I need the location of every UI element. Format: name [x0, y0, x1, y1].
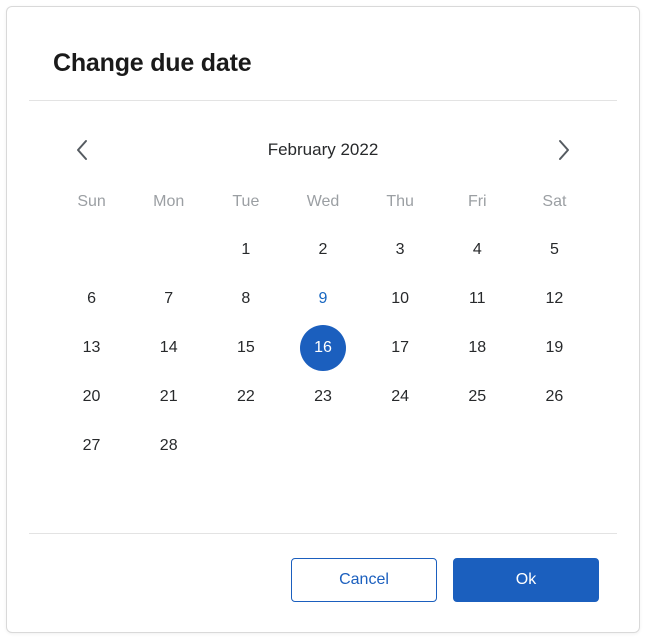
calendar-day[interactable]: 26 — [545, 387, 564, 405]
calendar-month-label: February 2022 — [267, 140, 379, 159]
calendar-weekday-row — [53, 177, 593, 225]
calendar-day[interactable]: 3 — [395, 240, 405, 258]
calendar-day[interactable]: 11 — [468, 289, 486, 307]
chevron-left-icon[interactable] — [65, 133, 99, 167]
calendar-weekday: Tue — [232, 193, 260, 210]
calendar-day[interactable]: 1 — [241, 240, 251, 258]
calendar-day[interactable]: 25 — [468, 387, 487, 405]
calendar-day[interactable]: 22 — [236, 387, 255, 405]
cancel-button[interactable]: Cancel — [291, 558, 437, 602]
calendar-day[interactable]: 18 — [468, 338, 487, 356]
calendar-week-row — [53, 274, 593, 323]
calendar-weekday: Fri — [467, 193, 487, 210]
calendar-day-empty — [377, 423, 423, 469]
calendar-day[interactable]: 23 — [314, 387, 332, 405]
calendar-day[interactable]: 24 — [391, 387, 410, 405]
calendar-week-row — [53, 372, 593, 421]
calendar-day[interactable]: 6 — [87, 289, 97, 307]
calendar-day-empty — [223, 423, 269, 469]
calendar-day-selected[interactable]: 16 — [300, 325, 346, 371]
change-due-date-dialog — [6, 6, 640, 633]
calendar-day[interactable]: 4 — [472, 240, 482, 258]
calendar-week-row — [53, 421, 593, 470]
calendar-day[interactable]: 17 — [391, 338, 410, 356]
calendar-grid — [53, 177, 593, 470]
chevron-right-icon[interactable] — [547, 133, 581, 167]
calendar-weekday: Sun — [77, 193, 106, 210]
calendar-weekday: Sat — [542, 193, 567, 210]
calendar-day[interactable]: 28 — [159, 436, 178, 454]
dialog-body — [7, 101, 639, 523]
calendar-day[interactable]: 27 — [82, 436, 101, 454]
calendar-weekday: Wed — [306, 193, 340, 210]
calendar-day-empty — [146, 227, 192, 273]
calendar-weekday: Thu — [386, 193, 414, 210]
calendar-day[interactable]: 19 — [545, 338, 564, 356]
calendar-day[interactable]: 2 — [318, 240, 328, 258]
calendar-day-empty — [69, 227, 115, 273]
calendar-week-row — [53, 225, 593, 274]
calendar-day[interactable]: 21 — [159, 387, 178, 405]
calendar-day-empty — [531, 423, 577, 469]
calendar-day[interactable]: 8 — [241, 289, 251, 307]
calendar-day[interactable]: 10 — [391, 289, 410, 307]
calendar-day[interactable]: 7 — [164, 289, 174, 307]
calendar-day[interactable]: 13 — [82, 338, 101, 356]
ok-button[interactable]: Ok — [453, 558, 599, 602]
calendar-day[interactable]: 20 — [82, 387, 101, 405]
calendar-day[interactable]: 5 — [549, 240, 559, 258]
calendar-week-row — [53, 323, 593, 372]
calendar-day[interactable]: 15 — [236, 338, 255, 356]
calendar-day-empty — [300, 423, 346, 469]
page-title: Change due date — [53, 49, 252, 77]
calendar-day[interactable]: 14 — [159, 338, 178, 356]
calendar-nav — [53, 119, 593, 177]
calendar-day[interactable]: 12 — [545, 289, 564, 307]
calendar-day-empty — [454, 423, 500, 469]
dialog-footer — [7, 534, 639, 632]
dialog-header — [7, 7, 639, 100]
calendar-day-today[interactable]: 9 — [318, 289, 328, 307]
calendar-weekday: Mon — [153, 193, 185, 210]
